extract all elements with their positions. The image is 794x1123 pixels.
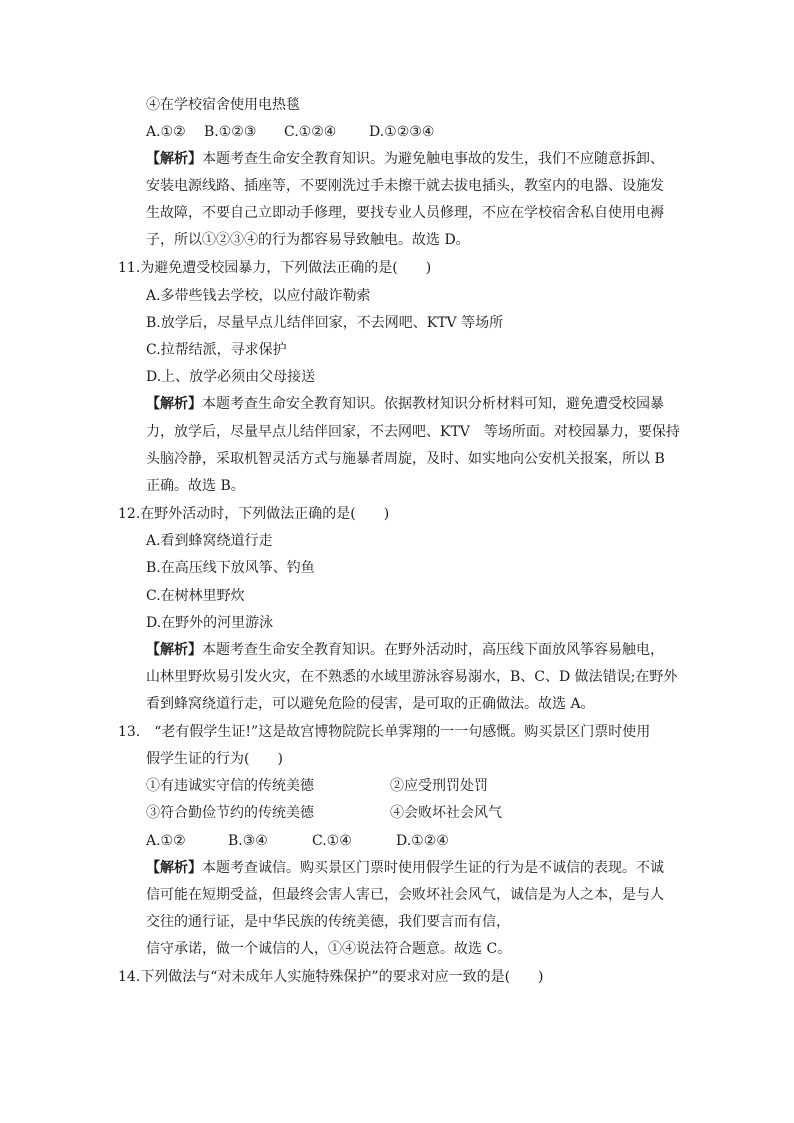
q13-stem-line-1: 13. “老有假学生证!”这是故宫博物院院长单霁翔的一一句感慨。购买景区门票时使用 — [118, 724, 651, 740]
q12-analysis-line-2: 山林里野炊易引发火灾，在不熟悉的水域里游泳容易溺水，B、C、D 做法错误;在野外 — [146, 669, 678, 685]
q10-analysis-line-4: 子，所以①②③④的行为都容易导致触电。故选 D。 — [146, 232, 470, 248]
analysis-tag: 【解析】 — [146, 860, 202, 876]
q13-stem-line-2: 假学生证的行为( ) — [146, 751, 283, 767]
q13-item-2: ②应受刑罚处罚 — [390, 778, 488, 794]
q13-analysis-line-1: 【解析】本题考查诚信。购买景区门票时使用假学生证的行为是不诚信的表现。不诚 — [146, 860, 664, 876]
q10-options — [146, 122, 434, 142]
q11-stem: 11.为避免遭受校园暴力，下列做法正确的是( ) — [118, 260, 432, 276]
q11-analysis-line-4: 正确。故选 B。 — [146, 478, 245, 494]
q10-option-a: A.①② — [146, 124, 186, 140]
q13-option-c: C.①④ — [312, 833, 352, 849]
q13-option-d: D.①②④ — [396, 833, 449, 849]
q12-analysis-line-1: 【解析】本题考查生命安全教育知识。在野外活动时，高压线下面放风筝容易触电， — [146, 642, 664, 658]
q10-option-c: C.①②④ — [284, 124, 337, 140]
q14-stem: 14.下列做法与“对未成年人实施特殊保护”的要求对应一致的是( ) — [118, 969, 544, 985]
q13-option-b: B.③④ — [228, 833, 268, 849]
q12-choice-b: B.在高压线下放风筝、钓鱼 — [146, 560, 315, 576]
q10-analysis-line-3: 生故障，不要自己立即动手修理，要找专业人员修理，不应在学校宿舍私自使用电褥 — [146, 205, 664, 221]
q10-analysis-line-2: 安装电源线路、插座等，不要刚洗过手未擦干就去拔电插头，教室内的电器、设施发 — [146, 178, 664, 194]
q13-analysis-line-2: 信可能在短期受益，但最终会害人害已，会败坏社会风气，诚信是为人之本，是与人 — [146, 887, 664, 903]
q13-item-1: ①有违诚实守信的传统美德 — [146, 778, 314, 794]
q11-analysis-line-3: 头脑冷静，采取机智灵活方式与施暴者周旋，及时、如实地向公安机关报案，所以 B — [146, 451, 665, 467]
q11-choice-a: A.多带些钱去学校，以应付敲诈勒索 — [146, 288, 371, 304]
q11-choice-d: D.上、放学必须由父母接送 — [146, 369, 316, 385]
q12-stem: 12.在野外活动时，下列做法正确的是( ) — [118, 506, 390, 522]
analysis-tag: 【解析】 — [146, 642, 202, 658]
q12-choice-c: C.在树林里野炊 — [146, 588, 245, 604]
q13-analysis-line-3: 交往的通行证，是中华民族的传统美德，我们要言而有信， — [146, 914, 510, 930]
q11-choice-b: B.放学后，尽量早点儿结伴回家，不去网吧、KTV 等场所 — [146, 315, 504, 331]
q13-item-4: ④会败坏社会风气 — [390, 805, 502, 821]
q12-analysis-line-3: 看到蜂窝绕道行走，可以避免危险的侵害，是可取的正确做法。故选 A。 — [146, 696, 595, 712]
q13-item-3: ③符合勤俭节约的传统美德 — [146, 805, 314, 821]
analysis-tag: 【解析】 — [146, 151, 202, 167]
q10-item-4: ④在学校宿舍使用电热毯 — [146, 97, 300, 113]
analysis-tag: 【解析】 — [146, 396, 202, 412]
q12-choice-d: D.在野外的河里游泳 — [146, 615, 274, 631]
q10-option-d: D.①②③④ — [369, 124, 435, 140]
q13-options — [146, 831, 449, 851]
q13-option-a: A.①② — [146, 833, 186, 849]
q13-items-row-2 — [146, 803, 502, 823]
q13-analysis-line-4: 信守承诺，做一个诚信的人，①④说法符合题意。故选 C。 — [146, 941, 512, 957]
q11-choice-c: C.拉帮结派，寻求保护 — [146, 342, 287, 358]
q10-option-b: B.①②③ — [204, 124, 257, 140]
q12-choice-a: A.看到蜂窝绕道行走 — [146, 533, 273, 549]
q11-analysis-line-1: 【解析】本题考查生命安全教育知识。依据教材知识分析材料可知，避免遭受校园暴 — [146, 396, 664, 412]
q10-analysis-line-1: 【解析】本题考查生命安全教育知识。为避免触电事故的发生，我们不应随意拆卸、 — [146, 151, 664, 167]
q13-items-row-1 — [146, 776, 488, 796]
q11-analysis-line-2: 力，放学后，尽量早点儿结伴回家，不去网吧、KTV 等场所面。对校园暴力，要保持 — [146, 424, 680, 440]
